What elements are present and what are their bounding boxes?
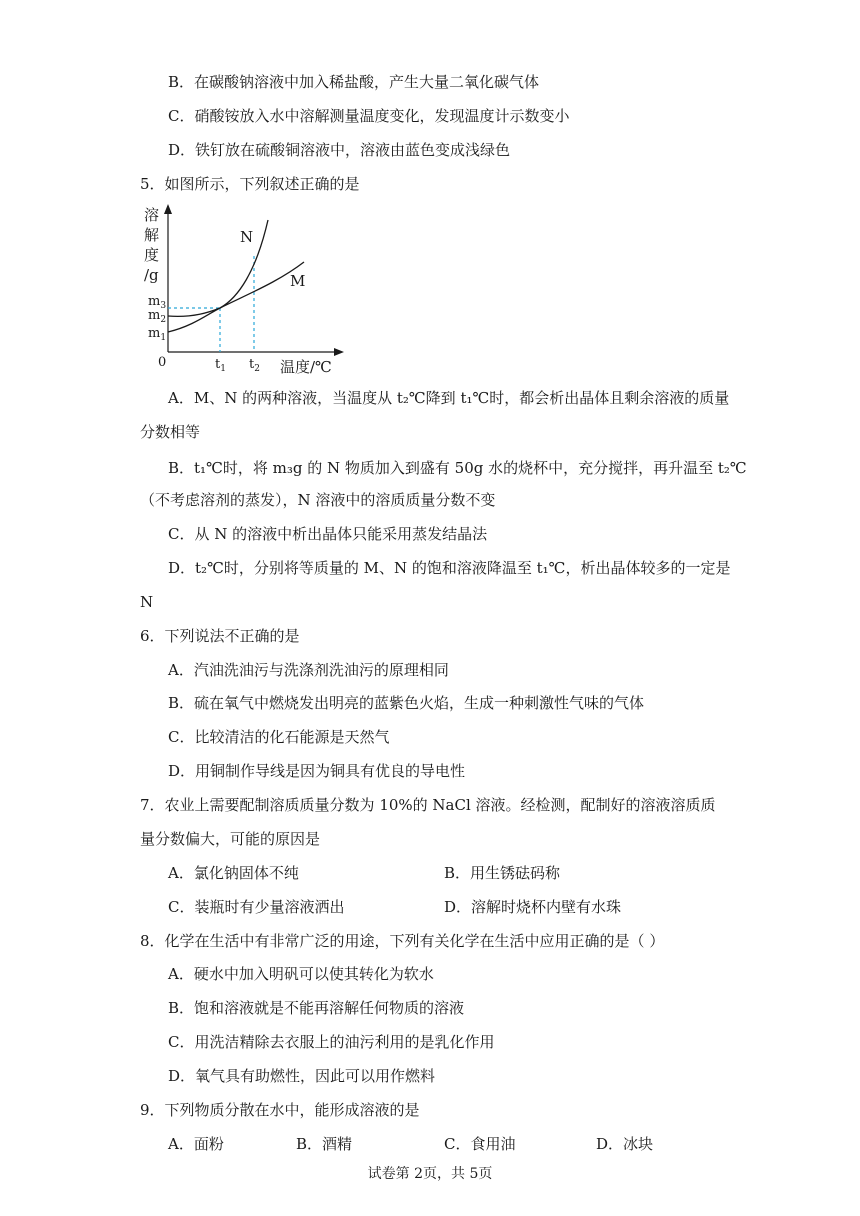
q4-option-d: D．铁钉放在硫酸铜溶液中，溶液由蓝色变成浅绿色 bbox=[168, 141, 511, 159]
q8-option-b: B．饱和溶液就是不能再溶解任何物质的溶液 bbox=[168, 999, 465, 1017]
x-axis-arrow bbox=[334, 348, 344, 356]
q8-option-d: D．氧气具有助燃性，因此可以用作燃料 bbox=[168, 1067, 436, 1085]
ylabel-char-4: /g bbox=[144, 266, 159, 284]
q5-option-c: C．从 N 的溶液中析出晶体只能采用蒸发结晶法 bbox=[168, 525, 488, 543]
curve-n-label: N bbox=[240, 228, 254, 246]
xlabel: 温度/℃ bbox=[280, 358, 332, 376]
q8-option-a: A．硬水中加入明矾可以使其转化为软水 bbox=[168, 965, 434, 983]
q9-option-d: D．冰块 bbox=[596, 1135, 654, 1153]
ylabel-char-1: 溶 bbox=[144, 206, 160, 224]
q5-option-d-line2: N bbox=[140, 593, 154, 611]
q7-option-b: B．用生锈砝码称 bbox=[444, 864, 561, 882]
q5-option-b-line2: （不考虑溶剂的蒸发），N 溶液中的溶质质量分数不变 bbox=[140, 491, 496, 509]
page-footer: 试卷第 2页，共 5页 bbox=[367, 1166, 493, 1182]
tick-m3: $m_3$ bbox=[148, 294, 167, 311]
q6-option-a: A．汽油洗油污与洗涤剂洗油污的原理相同 bbox=[168, 661, 449, 679]
q5-option-a-line1: A．M、N 的两种溶液，当温度从 t₂℃降到 t₁℃时，都会析出晶体且剩余溶液的质量 bbox=[168, 389, 730, 407]
q5-option-d-line1: D．t₂℃时，分别将等质量的 M、N 的饱和溶液降温至 t₁℃，析出晶体较多的一定是 bbox=[168, 559, 731, 577]
q9-option-b: B．酒精 bbox=[296, 1135, 353, 1153]
q7-stem-line1: 7．农业上需要配制溶质质量分数为 10%的 NaCl 溶液。经检测，配制好的溶液溶质质 bbox=[140, 796, 716, 814]
ylabel-char-3: 度 bbox=[144, 246, 160, 264]
solubility-graph bbox=[138, 202, 358, 382]
q7-option-a: A．氯化钠固体不纯 bbox=[168, 864, 299, 882]
q6-option-b: B．硫在氧气中燃烧发出明亮的蓝紫色火焰，生成一种刺激性气味的气体 bbox=[168, 694, 645, 712]
q6-option-d: D．用铜制作导线是因为铜具有优良的导电性 bbox=[168, 762, 466, 780]
q5-option-a-line2: 分数相等 bbox=[140, 423, 201, 441]
origin-label: 0 bbox=[158, 355, 167, 370]
q7-stem-line2: 量分数偏大，可能的原因是 bbox=[140, 830, 321, 848]
tick-t2: $t_2$ bbox=[249, 357, 260, 374]
q9-option-a: A．面粉 bbox=[168, 1135, 224, 1153]
q8-option-c: C．用洗洁精除去衣服上的油污利用的是乳化作用 bbox=[168, 1033, 495, 1051]
q7-option-d: D．溶解时烧杯内壁有水珠 bbox=[444, 898, 622, 916]
q4-option-b: B．在碳酸钠溶液中加入稀盐酸，产生大量二氧化碳气体 bbox=[168, 73, 540, 91]
q6-stem: 6．下列说法不正确的是 bbox=[140, 627, 300, 645]
curve-m-label: M bbox=[290, 272, 306, 290]
q5-option-b-line1: B．t₁℃时，将 m₃g 的 N 物质加入到盛有 50g 水的烧杯中，充分搅拌，再升温至 t₂℃ bbox=[168, 459, 747, 477]
tick-m1: $m_1$ bbox=[148, 326, 167, 343]
q4-option-c: C．硝酸铵放入水中溶解测量温度变化，发现温度计示数变小 bbox=[168, 107, 570, 125]
q6-option-c: C．比较清洁的化石能源是天然气 bbox=[168, 728, 390, 746]
q7-option-c: C．装瓶时有少量溶液洒出 bbox=[168, 898, 345, 916]
ylabel-char-2: 解 bbox=[144, 226, 160, 244]
q8-stem: 8．化学在生活中有非常广泛的用途，下列有关化学在生活中应用正确的是（ ） bbox=[140, 932, 665, 950]
curve-m bbox=[168, 262, 304, 332]
y-axis-arrow bbox=[164, 204, 172, 214]
q9-stem: 9．下列物质分散在水中，能形成溶液的是 bbox=[140, 1101, 420, 1119]
tick-m2: $m_2$ bbox=[148, 308, 167, 325]
q9-option-c: C．食用油 bbox=[444, 1135, 516, 1153]
q5-stem: 5．如图所示，下列叙述正确的是 bbox=[140, 175, 360, 193]
tick-t1: $t_1$ bbox=[215, 357, 226, 374]
